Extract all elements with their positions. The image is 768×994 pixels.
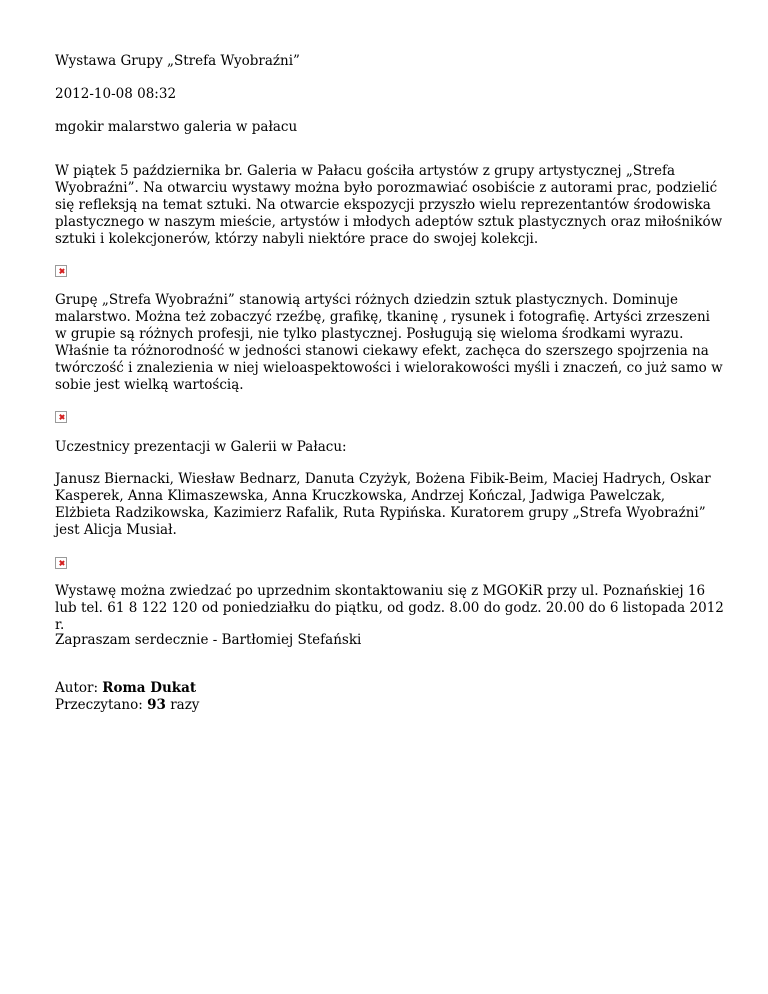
article-title: Wystawa Grupy „Strefa Wyobraźni”	[55, 53, 300, 69]
author-name: Roma Dukat	[102, 680, 197, 696]
article-paragraph: Grupę „Strefa Wyobraźni” stanowią artyści różnych dziedzin sztuk plastycznych. Dominuje malarstwo. Można też zobaczyć rzeźbę, grafikę, tkaninę , rysunek i fotografię. Artyści zrzeszeni w grupie są różnych profesji, nie tylko plastycznej. Posługują się wieloma środkami wyrazu. Właśnie ta różnorodność w jedności stanowi ciekawy efekt, zachęca do szerszego spojrzenia na twórczość i znalezienia w niej wieloaspektowości i wielorakowości myśli i znaczeń, co już samo w sobie jest wielką wartością.	[55, 292, 723, 393]
broken-image-icon	[55, 265, 67, 277]
participants-list: Janusz Biernacki, Wiesław Bednarz, Danuta Czyżyk, Bożena Fibik-Beim, Maciej Hadrych, Oskar Kasperek, Anna Klimaszewska, Anna Kruczkowska, Andrzej Kończal, Jadwiga Pawelczak, Elżbieta Radzikowska, Kazimierz Rafalik, Ruta Rypińska. Kuratorem grupy „Strefa Wyobraźni” jest Alicja Musiał.	[55, 471, 711, 538]
author-line	[55, 680, 199, 697]
article-signature: Zapraszam serdecznie - Bartłomiej Stefański	[55, 632, 362, 648]
article-tags: mgokir malarstwo galeria w pałacu	[55, 119, 298, 135]
article-paragraph: Wystawę można zwiedzać po uprzednim skontaktowaniu się z MGOKiR przy ul. Poznańskiej 16 lub tel. 61 8 122 120 od poniedziałku do piątku, od godz. 8.00 do godz. 20.00 do 6 listopada 2012 r.	[55, 583, 724, 633]
participants-heading: Uczestnicy prezentacji w Galerii w Pałacu:	[55, 439, 347, 455]
article-footer	[55, 680, 199, 714]
article-date: 2012-10-08 08:32	[55, 86, 177, 102]
author-label: Autor:	[55, 680, 98, 696]
reads-count: 93	[147, 697, 166, 713]
broken-image-icon	[55, 557, 67, 569]
reads-unit: razy	[170, 697, 200, 713]
reads-label: Przeczytano:	[55, 697, 143, 713]
article-paragraph: W piątek 5 października br. Galeria w Pałacu gościła artystów z grupy artystycznej „Strefa Wyobraźni”. Na otwarciu wystawy można było porozmawiać osobiście z autorami prac, podzielić się refleksją na temat sztuki. Na otwarcie ekspozycji przyszło wielu reprezentantów środowiska plastycznego w naszym mieście, artystów i młodych adeptów sztuk plastycznych oraz miłośników sztuki i kolekcjonerów, którzy nabyli niektóre prace do swojej kolekcji.	[55, 163, 723, 247]
reads-line	[55, 697, 199, 714]
broken-image-icon	[55, 411, 67, 423]
